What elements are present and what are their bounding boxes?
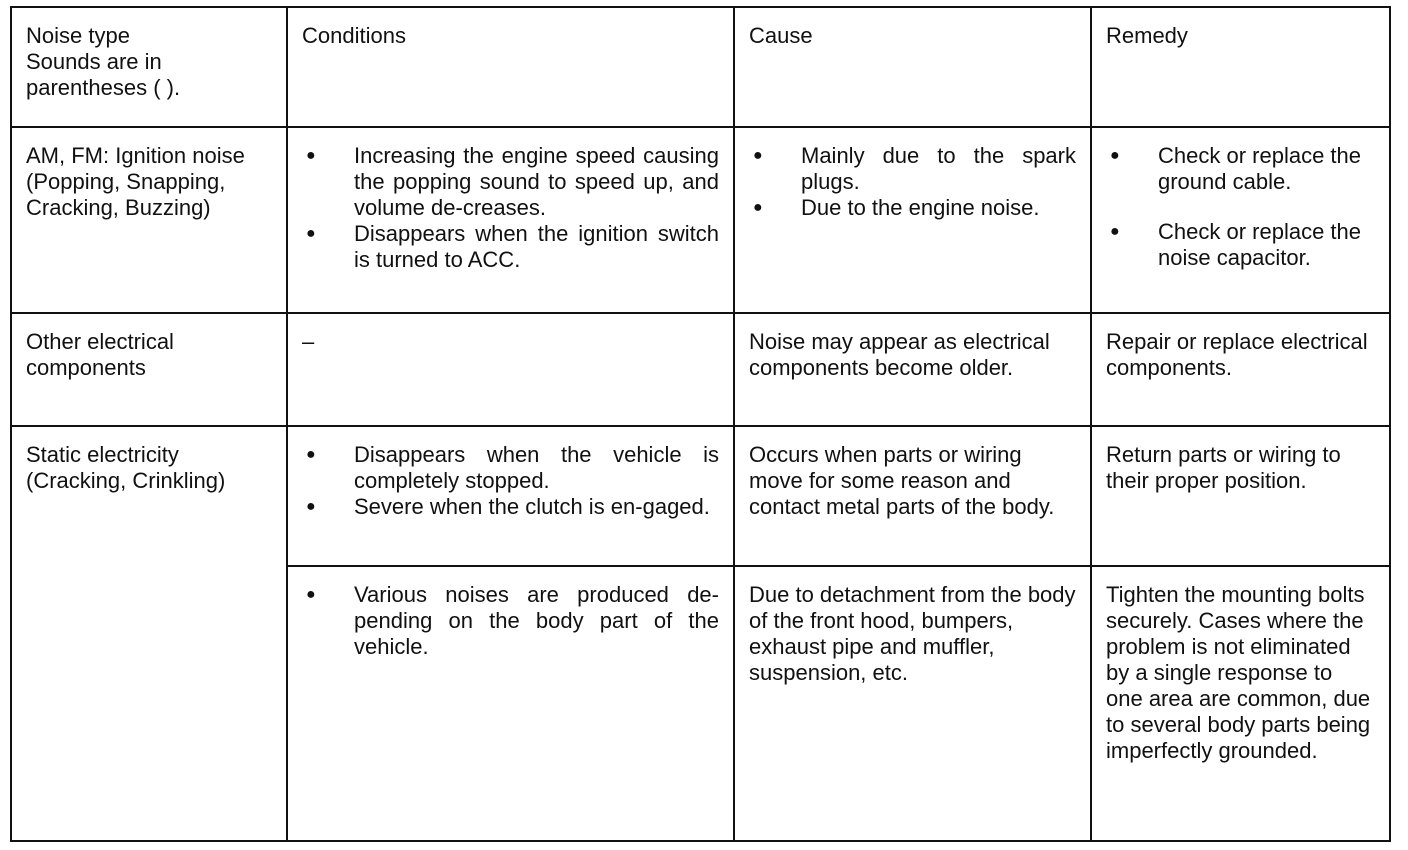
conditions-cell bbox=[287, 566, 734, 841]
cause-item: ● Mainly due to the spark plugs. bbox=[749, 143, 1076, 195]
table-header-row bbox=[11, 7, 1390, 127]
cause-cell: Noise may appear as electrical components become older. bbox=[734, 313, 1091, 426]
table-row-static-electricity bbox=[11, 426, 1390, 566]
cause-item: ● Due to the engine noise. bbox=[749, 195, 1076, 221]
cause-cell: Occurs when parts or wiring move for some reason and contact metal parts of the body. bbox=[734, 426, 1091, 566]
condition-item: ● Disappears when the vehicle is completely stopped. bbox=[302, 442, 719, 494]
header-noise-type-note: parentheses ( ). bbox=[26, 75, 181, 100]
remedy-cell bbox=[1091, 127, 1390, 313]
condition-item: ● Disappears when the ignition switch is turned to ACC. bbox=[302, 221, 719, 273]
condition-item: ● Increasing the engine speed causing the popping sound to speed up, and volume de-creases. bbox=[302, 143, 719, 221]
header-conditions: Conditions bbox=[287, 7, 734, 127]
header-remedy: Remedy bbox=[1091, 7, 1390, 127]
cause-cell bbox=[734, 127, 1091, 313]
noise-type-cell: Other electrical components bbox=[11, 313, 287, 426]
cause-cell: Due to detachment from the body of the front hood, bumpers, exhaust pipe and muffler, suspension, etc. bbox=[734, 566, 1091, 841]
header-noise-type bbox=[11, 7, 287, 127]
table-row-electrical-components bbox=[11, 313, 1390, 426]
header-noise-type-label: Noise type bbox=[26, 23, 130, 48]
remedy-cell: Repair or replace electrical components. bbox=[1091, 313, 1390, 426]
conditions-cell bbox=[287, 127, 734, 313]
remedy-cell: Return parts or wiring to their proper position. bbox=[1091, 426, 1390, 566]
conditions-cell: – bbox=[287, 313, 734, 426]
header-cause: Cause bbox=[734, 7, 1091, 127]
header-noise-type-note: Sounds are in bbox=[26, 49, 162, 74]
remedy-item: ● Check or replace the noise capacitor. bbox=[1106, 219, 1375, 271]
conditions-cell bbox=[287, 426, 734, 566]
noise-type-cell: Static electricity (Cracking, Crinkling) bbox=[11, 426, 287, 841]
condition-item: ● Various noises are produced de-pending on the body part of the vehicle. bbox=[302, 582, 719, 660]
remedy-cell: Tighten the mounting bolts securely. Cases where the problem is not eliminated by a single response to one area are common, due to several body parts being imperfectly grounded. bbox=[1091, 566, 1390, 841]
remedy-item: ● Check or replace the ground cable. bbox=[1106, 143, 1375, 195]
condition-item: ● Severe when the clutch is en-gaged. bbox=[302, 494, 719, 520]
noise-type-cell: AM, FM: Ignition noise (Popping, Snapping, Cracking, Buzzing) bbox=[11, 127, 287, 313]
table-row-ignition-noise bbox=[11, 127, 1390, 313]
noise-troubleshooting-table bbox=[10, 6, 1391, 842]
